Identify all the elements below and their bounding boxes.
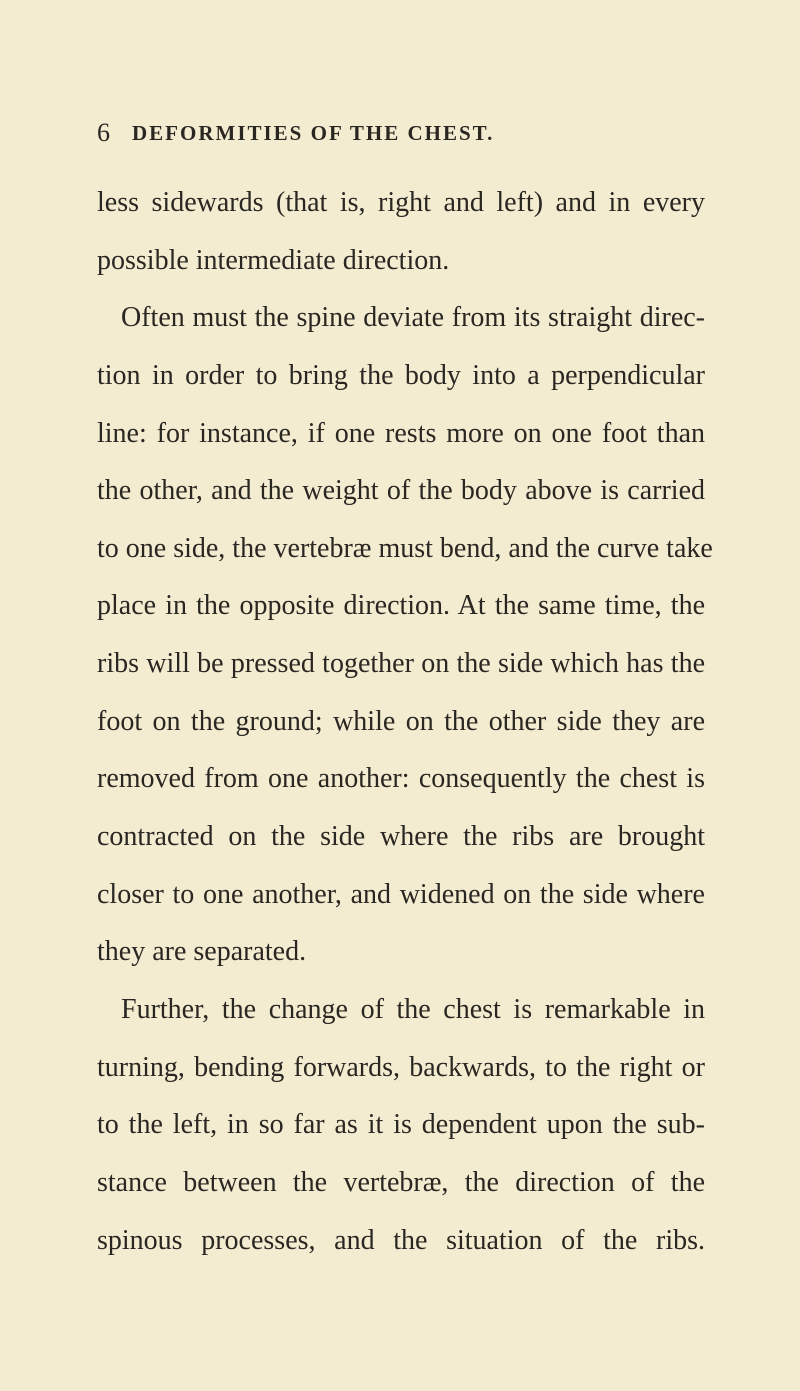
text-line: less sidewards (that is, right and left) and in every bbox=[97, 187, 705, 218]
text-line: removed from one another: consequently the chest is bbox=[97, 763, 705, 795]
text-line: place in the opposite direction. At the same time, the bbox=[97, 590, 705, 622]
body-text bbox=[97, 179, 713, 1274]
text-line: the other, and the weight of the body above is carried bbox=[97, 475, 705, 507]
text-line: turning, bending forwards, backwards, to the right or bbox=[97, 1051, 705, 1083]
text-line: line: for instance, if one rests more on one foot than bbox=[97, 417, 705, 449]
text-line: tion in order to bring the body into a perpendicular bbox=[97, 359, 705, 391]
text-line: Often must the spine deviate from its straight direc- bbox=[121, 302, 705, 334]
running-title: DEFORMITIES OF THE CHEST. bbox=[132, 121, 495, 145]
text-line: they are separated. bbox=[97, 936, 307, 968]
text-line: Further, the change of the chest is remarkable in bbox=[121, 993, 705, 1025]
text-line: to the left, in so far as it is dependent upon the sub- bbox=[97, 1109, 705, 1141]
text-line: possible intermediate direction. bbox=[97, 244, 450, 276]
text-line: contracted on the side where the ribs are brought bbox=[97, 821, 705, 853]
text-line: closer to one another, and widened on the side where bbox=[97, 878, 705, 910]
text-line: stance between the vertebræ, the direction of the bbox=[97, 1166, 705, 1198]
text-line: spinous processes, and the situation of the ribs. bbox=[97, 1224, 705, 1256]
text-line: ribs will be pressed together on the side which has the bbox=[97, 648, 705, 680]
page-header bbox=[97, 118, 717, 148]
text-line: to one side, the vertebræ must bend, and the curve take bbox=[97, 532, 713, 564]
page-number: 6 bbox=[97, 118, 110, 147]
text-line: foot on the ground; while on the other side they are bbox=[97, 705, 705, 737]
